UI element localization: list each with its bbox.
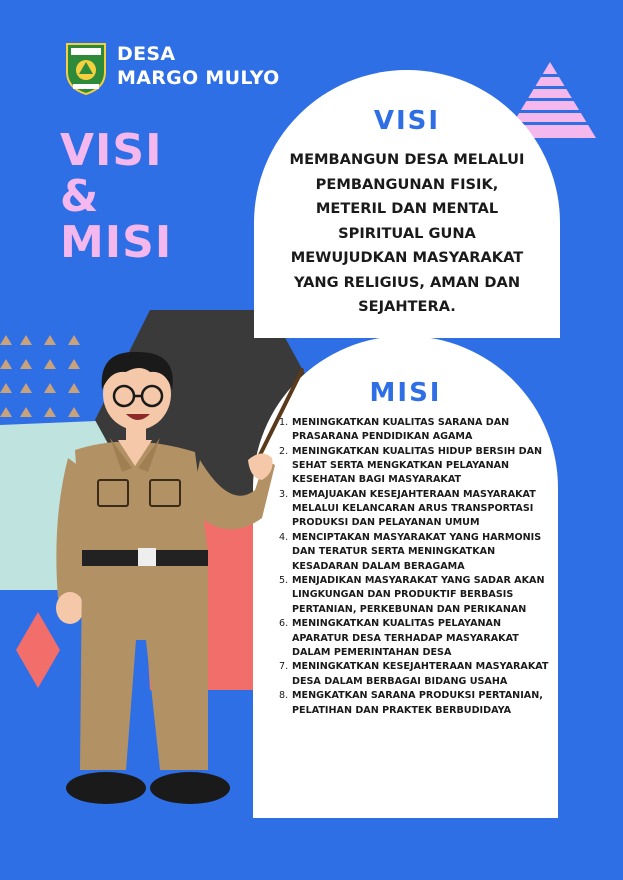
- misi-item: [281, 445, 554, 488]
- misi-item-text: MENINGKATKAN KUALITAS SARANA DAN PRASARANA PENDIDIKAN AGAMA: [292, 417, 510, 443]
- visi-title: VISI: [373, 106, 441, 136]
- visi-line: METERIL DAN MENTAL: [315, 200, 499, 217]
- visi-line: MEMBANGUN DESA MELALUI: [289, 151, 525, 168]
- org-name-line1: DESA: [117, 43, 176, 65]
- visi-line: MEWUJUDKAN MASYARAKAT: [290, 249, 524, 266]
- misi-item: [281, 531, 554, 574]
- misi-item: [281, 617, 554, 660]
- misi-item-number: 3.: [279, 489, 289, 501]
- misi-title: MISI: [369, 378, 442, 408]
- page-title-line2: &: [60, 171, 100, 222]
- page-title: [60, 125, 173, 268]
- misi-item-text: MEMAJUAKAN KESEJAHTERAAN MASYARAKAT MELALUI KELANCARAN ARUS TRANSPORTASI PRODUKSI DAN PELAYANAN UMUM: [292, 489, 536, 529]
- page-title-line1: VISI: [60, 125, 163, 176]
- teacher-with-pointer-illustration: [40, 340, 320, 820]
- misi-item-text: MENJADIKAN MASYARAKAT YANG SADAR AKAN LINGKUNGAN DAN PRODUKTIF BERBASIS PERTANIAN, PERKEBUNAN DAN PERIKANAN: [292, 575, 545, 615]
- misi-item-text: MENINGKATKAN KUALITAS HIDUP BERSIH DAN SEHAT SERTA MENGKATKAN PELAYANAN KESEHATAN BAGI MASYARAKAT: [292, 445, 543, 486]
- org-name: [117, 42, 280, 90]
- visi-line: SEJAHTERA.: [358, 298, 456, 315]
- misi-item: [281, 488, 554, 531]
- misi-item: [281, 574, 554, 617]
- misi-item: [281, 660, 554, 688]
- misi-item-number: 7.: [279, 661, 289, 673]
- visi-card: [254, 70, 560, 338]
- misi-item-number: 4.: [279, 532, 289, 544]
- page-title-line3: MISI: [60, 217, 173, 268]
- misi-item-text: MENINGKATKAN KESEJAHTERAAN MASYARAKAT DESA DALAM BERBAGAI BIDANG USAHA: [292, 661, 549, 687]
- misi-item-text: MENINGKATKAN KUALITAS PELAYANAN APARATUR DESA TERHADAP MASYARAKAT DALAM PEMERINTAHAN DESA: [292, 618, 519, 658]
- misi-list: [281, 416, 554, 718]
- visi-line: YANG RELIGIUS, AMAN DAN: [293, 273, 521, 291]
- misi-item-number: 8.: [279, 690, 289, 702]
- misi-item: [281, 689, 554, 717]
- visi-line: SPIRITUAL GUNA: [338, 224, 476, 242]
- misi-item-number: 6.: [279, 618, 289, 630]
- misi-item: [281, 416, 554, 444]
- misi-item-number: 5.: [279, 575, 289, 587]
- misi-item-number: 1.: [279, 417, 289, 428]
- visi-line: PEMBANGUNAN FISIK,: [315, 175, 499, 193]
- village-emblem-icon: [63, 38, 109, 96]
- visi-statement: [262, 148, 552, 320]
- misi-item-text: MENGKATKAN SARANA PRODUKSI PERTANIAN, PELATIHAN DAN PRAKTEK BERBUDIDAYA: [292, 690, 543, 716]
- misi-item-number: 2.: [279, 445, 289, 457]
- misi-item-text: MENCIPTAKAN MASYARAKAT YANG HARMONIS DAN TERATUR SERTA MENINGKATKAN KESADARAN DALAM BERAGAMA: [292, 532, 542, 572]
- org-name-line2: MARGO MULYO: [117, 67, 280, 89]
